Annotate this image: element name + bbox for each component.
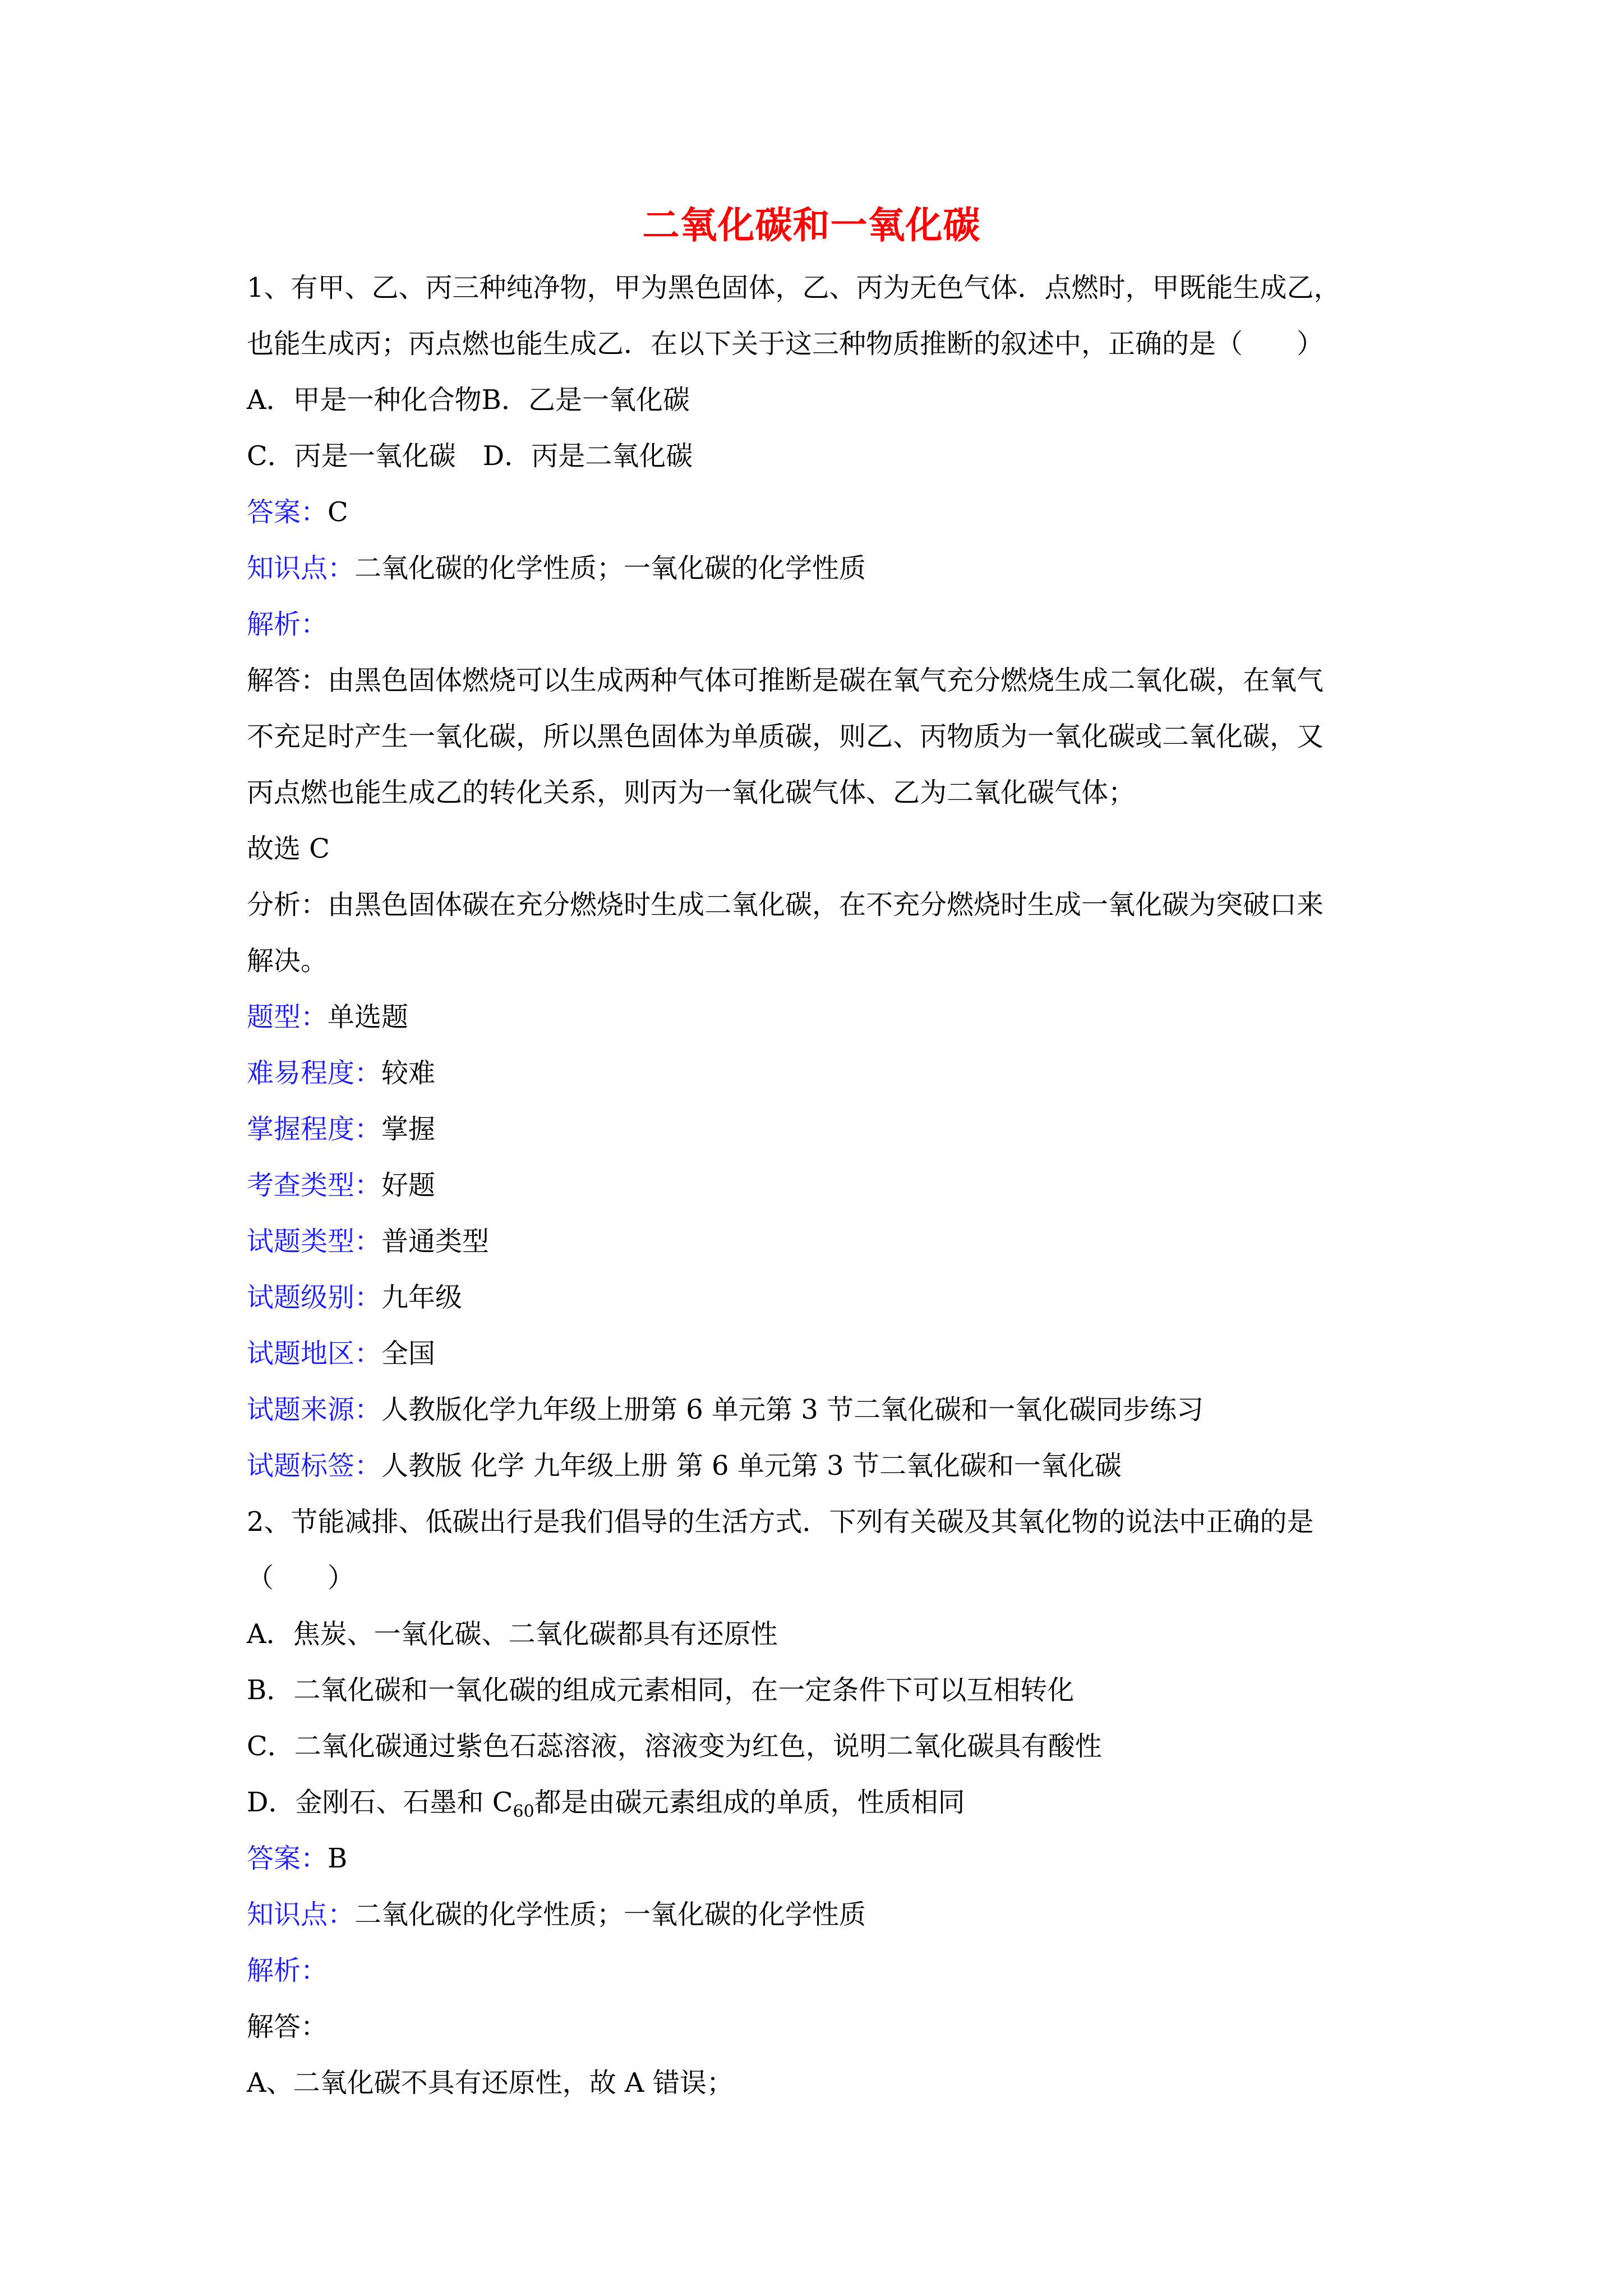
q2-option-c: C．二氧化碳通过紫色石蕊溶液，溶液变为红色，说明二氧化碳具有酸性 xyxy=(247,1731,1102,1762)
q2-stem-line-1: 2、节能减排、低碳出行是我们倡导的生活方式．下列有关碳及其氧化物的说法中正确的是 xyxy=(247,1506,1314,1538)
q2-option-d xyxy=(247,1786,1391,1829)
meta-value: 九年级 xyxy=(381,1282,463,1313)
meta-value: 单选题 xyxy=(328,1001,409,1033)
q1-solution-line-1: 解答：由黑色固体燃烧可以生成两种气体可推断是碳在氧气充分燃烧生成二氧化碳，在氧气 xyxy=(247,665,1324,696)
meta-label: 题型： xyxy=(247,1001,328,1033)
q1-analysis-label: 解析： xyxy=(247,609,328,640)
q1-fenxi-line-1: 分析：由黑色固体碳在充分燃烧时生成二氧化碳，在不充分燃烧时生成一氧化碳为突破口来 xyxy=(247,889,1324,921)
q1-meta-mastery xyxy=(247,1112,1391,1146)
q1-stem-line-2: 也能生成丙；丙点燃也能生成乙．在以下关于这三种物质推断的叙述中，正确的是（ ） xyxy=(247,328,1324,360)
meta-value: 人教版 化学 九年级上册 第 6 单元第 3 节二氧化碳和一氧化碳 xyxy=(381,1450,1122,1481)
meta-value: 较难 xyxy=(381,1057,436,1089)
meta-label: 试题来源： xyxy=(247,1394,382,1425)
knowledge-point-value: 二氧化碳的化学性质；一氧化碳的化学性质 xyxy=(354,553,866,584)
q1-solution-line-3: 丙点燃也能生成乙的转化关系，则丙为一氧化碳气体、乙为二氧化碳气体； xyxy=(247,777,1136,808)
q1-choice: 故选 C xyxy=(247,833,330,864)
meta-label: 考查类型： xyxy=(247,1170,382,1201)
meta-label: 试题地区： xyxy=(247,1338,382,1369)
q2-solution-head: 解答： xyxy=(247,2011,328,2042)
meta-value: 掌握 xyxy=(381,1114,436,1145)
q2-knowledge-point xyxy=(247,1898,1391,1931)
meta-label: 试题级别： xyxy=(247,1282,382,1313)
q2-option-b: B．二氧化碳和一氧化碳的组成元素相同，在一定条件下可以互相转化 xyxy=(247,1674,1075,1706)
q1-solution-line-2: 不充足时产生一氧化碳，所以黑色固体为单质碳，则乙、丙物质为一氧化碳或二氧化碳，又 xyxy=(247,721,1324,752)
answer-value: C xyxy=(328,496,348,528)
q1-knowledge-point xyxy=(247,551,1391,585)
q1-meta-region xyxy=(247,1337,1391,1370)
knowledge-point-value: 二氧化碳的化学性质；一氧化碳的化学性质 xyxy=(354,1899,866,1930)
knowledge-point-label: 知识点： xyxy=(247,553,355,584)
q2-analysis-label: 解析： xyxy=(247,1955,328,1986)
q1-fenxi-line-2: 解决。 xyxy=(247,945,328,977)
meta-value: 人教版化学九年级上册第 6 单元第 3 节二氧化碳和一氧化碳同步练习 xyxy=(381,1394,1204,1425)
meta-value: 普通类型 xyxy=(381,1226,490,1257)
meta-label: 试题类型： xyxy=(247,1226,382,1257)
q2-option-d-text: D．金刚石、石墨和 C xyxy=(247,1787,513,1818)
q1-stem-line-1: 1、有甲、乙、丙三种纯净物，甲为黑色固体，乙、丙为无色气体．点燃时，甲既能生成乙， xyxy=(247,272,1341,303)
q1-meta-type xyxy=(247,1000,1391,1034)
q1-meta-question-type xyxy=(247,1225,1391,1258)
page-title: 二氧化碳和一氧化碳 xyxy=(642,203,981,247)
q1-options-ab: A．甲是一种化合物B．乙是一氧化碳 xyxy=(247,384,690,416)
q2-solution-a: A、二氧化碳不具有还原性，故 A 错误； xyxy=(247,2067,734,2099)
answer-label: 答案： xyxy=(247,496,328,528)
q1-meta-grade xyxy=(247,1281,1391,1314)
answer-label: 答案： xyxy=(247,1843,328,1874)
meta-label: 难易程度： xyxy=(247,1057,382,1089)
q1-answer xyxy=(247,495,1391,529)
q2-answer xyxy=(247,1842,1391,1875)
q1-meta-exam-type xyxy=(247,1168,1391,1202)
meta-value: 全国 xyxy=(381,1338,436,1369)
meta-label: 掌握程度： xyxy=(247,1114,382,1145)
q2-option-d-text-rest: 都是由碳元素组成的单质，性质相同 xyxy=(534,1787,965,1818)
q1-meta-tags xyxy=(247,1449,1391,1483)
q1-options-cd: C．丙是一氧化碳 D．丙是二氧化碳 xyxy=(247,440,693,472)
q2-option-a: A．焦炭、一氧化碳、二氧化碳都具有还原性 xyxy=(247,1618,778,1650)
meta-value: 好题 xyxy=(381,1170,436,1201)
knowledge-point-label: 知识点： xyxy=(247,1899,355,1930)
answer-value: B xyxy=(328,1843,348,1874)
q2-stem-line-2: （ ） xyxy=(247,1562,355,1594)
meta-label: 试题标签： xyxy=(247,1450,382,1481)
q1-meta-source xyxy=(247,1393,1391,1427)
q2-option-d-subscript: 60 xyxy=(513,1802,534,1821)
q1-meta-difficulty xyxy=(247,1056,1391,1090)
